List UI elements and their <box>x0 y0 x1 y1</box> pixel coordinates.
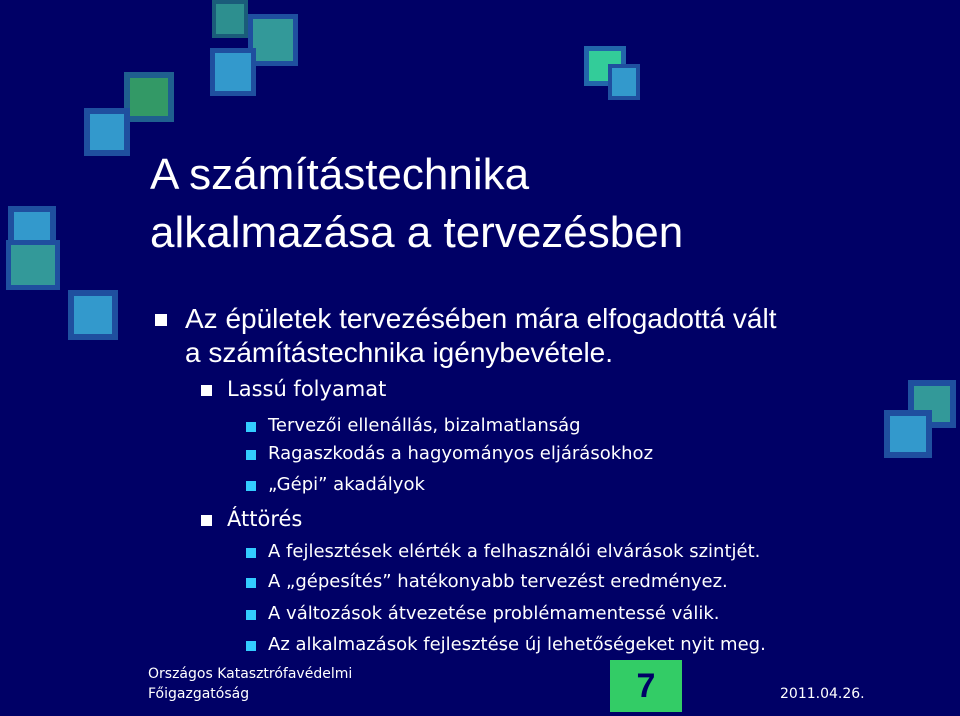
bullet-square-icon <box>246 548 256 558</box>
sub-bullet <box>268 539 760 565</box>
bullet-square-icon <box>246 641 256 651</box>
sub-bullet <box>268 472 425 498</box>
bullet-slow-process <box>227 374 386 404</box>
footer-org-line-2: Főigazgatóság <box>148 686 250 702</box>
title-line-1: A számítástechnika <box>150 150 530 199</box>
footer-date: 2011.04.26. <box>780 686 865 702</box>
bullet-main <box>185 300 776 337</box>
sub-bullet-text: Ragaszkodás a hagyományos eljárásokhoz <box>268 443 654 464</box>
bullet-main-continued <box>185 334 613 371</box>
bullet-square-icon <box>201 515 212 526</box>
sub-bullet <box>268 441 653 467</box>
sub-bullet-text: A „gépesítés” hatékonyabb tervezést eredményez. <box>268 571 728 592</box>
bullet-breakthrough-label: Áttörés <box>227 507 303 531</box>
bullet-square-icon <box>246 578 256 588</box>
sub-bullet-text: „Gépi” akadályok <box>268 474 425 495</box>
sub-bullet <box>268 569 728 595</box>
footer-org-line-1: Országos Katasztrófavédelmi <box>148 666 353 682</box>
bullet-main-line-1: Az épületek tervezésében mára elfogadottá vált <box>185 303 777 334</box>
bullet-square-icon <box>246 610 256 620</box>
footer-organization <box>148 664 352 704</box>
title-line-2: alkalmazása a tervezésben <box>150 208 684 257</box>
page-number: 7 <box>610 660 682 712</box>
bullet-square-icon <box>246 450 256 460</box>
bullet-square-icon <box>246 481 256 491</box>
sub-bullet-text: Az alkalmazások fejlesztése új lehetőségeket nyit meg. <box>268 634 766 655</box>
sub-bullet-text: A változások átvezetése problémamentessé válik. <box>268 603 720 624</box>
bullet-main-line-2: a számítástechnika igénybevétele. <box>185 337 614 368</box>
sub-bullet <box>268 632 766 658</box>
sub-bullet-text: Tervezői ellenállás, bizalmatlanság <box>268 415 581 436</box>
bullet-breakthrough <box>227 504 302 534</box>
bullet-square-icon <box>155 314 167 326</box>
sub-bullet <box>268 601 720 627</box>
bullet-square-icon <box>201 385 212 396</box>
sub-bullet <box>268 413 581 439</box>
bullet-square-icon <box>246 422 256 432</box>
sub-bullet-text: A fejlesztések elérték a felhasználói elvárások szintjét. <box>268 541 761 562</box>
bullet-slow-process-label: Lassú folyamat <box>227 377 387 401</box>
